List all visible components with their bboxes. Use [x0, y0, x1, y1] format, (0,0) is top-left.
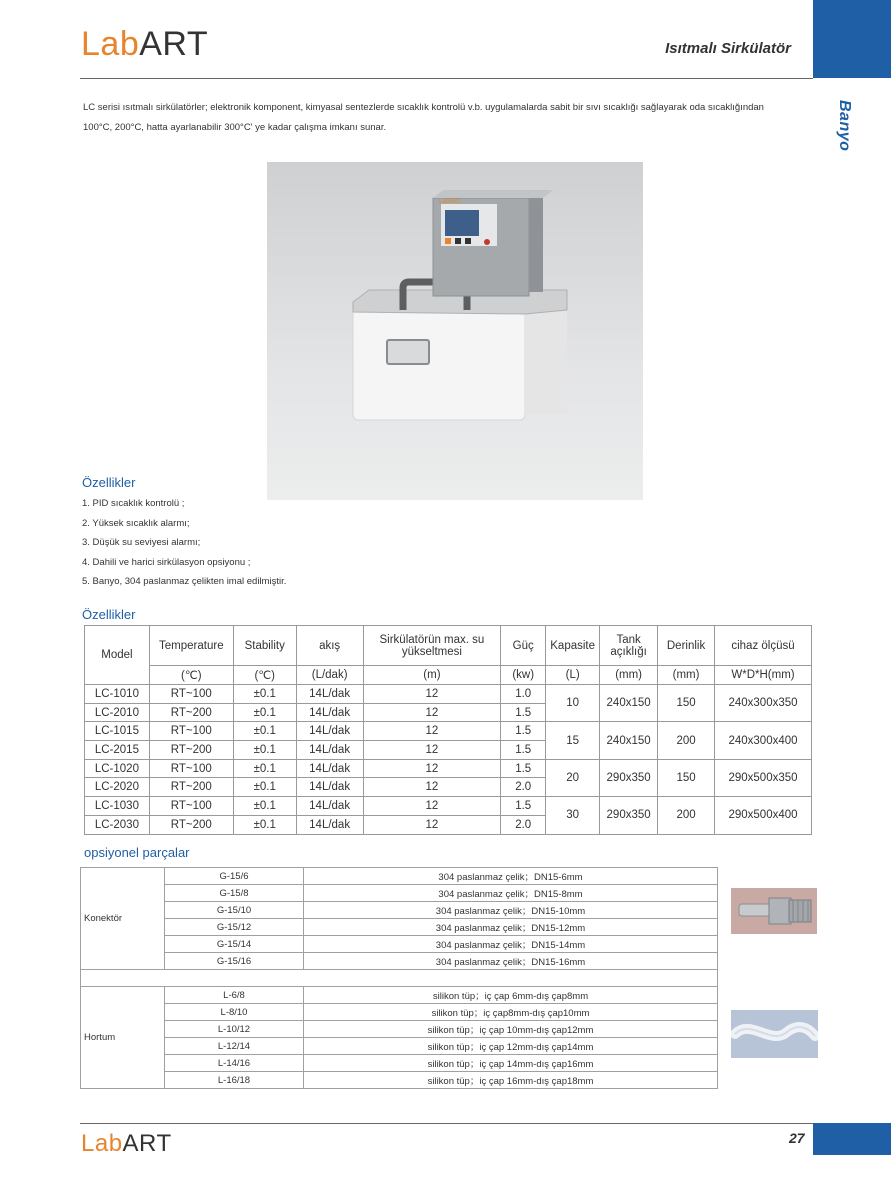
part-code: G-15/12: [165, 919, 304, 936]
part-description: silikon tüp；iç çap 12mm-dış çap14mm: [304, 1038, 718, 1055]
power-cell: 1.5: [501, 797, 546, 816]
connector-group-label: Konektör: [81, 868, 165, 970]
power-cell: 1.5: [501, 759, 546, 778]
header-cell: Temperature: [149, 626, 233, 666]
part-description: silikon tüp；iç çap8mm-dış çap10mm: [304, 1004, 718, 1021]
table-row: [81, 868, 718, 885]
hose-photo: [731, 1010, 818, 1058]
capacity-cell: 15: [546, 722, 600, 759]
model-cell: LC-1010: [85, 685, 150, 704]
footer-logo: LabART: [81, 1130, 172, 1157]
unit-cell: (m): [363, 666, 501, 685]
unit-cell: (mm): [600, 666, 658, 685]
stability-cell: ±0.1: [233, 797, 296, 816]
tank-opening-cell: 240x150: [600, 722, 658, 759]
hose-group-label: Hortum: [81, 987, 165, 1089]
model-cell: LC-1020: [85, 759, 150, 778]
options-table: [80, 867, 718, 1089]
depth-cell: 200: [658, 722, 715, 759]
header-cell: akış: [296, 626, 363, 666]
temperature-cell: RT~100: [149, 722, 233, 741]
part-code: G-15/14: [165, 936, 304, 953]
part-code: L-10/12: [165, 1021, 304, 1038]
table-row: [81, 1072, 718, 1089]
intro-paragraph: LC serisi ısıtmalı sirkülatörler; elektronik komponent, kimyasal sentezlerde sıcaklık kontrolü v.b. uygulamalarda sabit bir sıvı sıcaklığı sağlayarak oda sıcaklığından 100°C, 200°C, hatta ayarlanabilir 300°C' ye kadar çalışma imkanı sunar.: [83, 102, 764, 133]
dimensions-cell: 240x300x350: [715, 685, 812, 722]
header-cell: Sirkülatörün max. su yükseltmesi: [363, 626, 501, 666]
model-cell: LC-1030: [85, 797, 150, 816]
part-description: silikon tüp；iç çap 6mm-dış çap8mm: [304, 987, 718, 1004]
stability-cell: ±0.1: [233, 778, 296, 797]
feature-item: 3. Düşük su seviyesi alarmı;: [82, 537, 201, 548]
header-cell: Güç: [501, 626, 546, 666]
lift-cell: 12: [363, 797, 501, 816]
part-code: L-8/10: [165, 1004, 304, 1021]
stability-cell: ±0.1: [233, 759, 296, 778]
table-row: [81, 1038, 718, 1055]
header-accent-tab: [813, 0, 891, 78]
flow-cell: 14L/dak: [296, 703, 363, 722]
power-cell: 1.5: [501, 722, 546, 741]
header-cell: Tank açıklığı: [600, 626, 658, 666]
temperature-cell: RT~200: [149, 815, 233, 834]
stability-cell: ±0.1: [233, 815, 296, 834]
unit-cell: (℃): [149, 666, 233, 685]
part-code: G-15/10: [165, 902, 304, 919]
table-row: [81, 902, 718, 919]
dimensions-cell: 290x500x400: [715, 797, 812, 834]
lift-cell: 12: [363, 741, 501, 760]
model-cell: LC-1015: [85, 722, 150, 741]
temperature-cell: RT~200: [149, 703, 233, 722]
tank-opening-cell: 290x350: [600, 759, 658, 796]
header-cell: Kapasite: [546, 626, 600, 666]
page-header-title: Isıtmalı Sirkülatör: [665, 40, 791, 57]
depth-cell: 150: [658, 759, 715, 796]
specs-table: [84, 625, 812, 835]
footer-divider: [80, 1123, 813, 1124]
header-cell: Derinlik: [658, 626, 715, 666]
table-row: [85, 759, 812, 778]
lift-cell: 12: [363, 815, 501, 834]
unit-cell: (℃): [233, 666, 296, 685]
tank-opening-cell: 240x150: [600, 685, 658, 722]
model-cell: LC-2030: [85, 815, 150, 834]
part-code: L-12/14: [165, 1038, 304, 1055]
dimensions-cell: 240x300x400: [715, 722, 812, 759]
temperature-cell: RT~200: [149, 778, 233, 797]
power-cell: 1.5: [501, 703, 546, 722]
part-description: 304 paslanmaz çelik；DN15-16mm: [304, 953, 718, 970]
table-row: [85, 797, 812, 816]
lift-cell: 12: [363, 759, 501, 778]
table-row: [85, 722, 812, 741]
temperature-cell: RT~100: [149, 685, 233, 704]
flow-cell: 14L/dak: [296, 815, 363, 834]
temperature-cell: RT~200: [149, 741, 233, 760]
flow-cell: 14L/dak: [296, 741, 363, 760]
lift-cell: 12: [363, 685, 501, 704]
part-description: 304 paslanmaz çelik；DN15-12mm: [304, 919, 718, 936]
feature-item: 2. Yüksek sıcaklık alarmı;: [82, 517, 190, 529]
part-code: L-6/8: [165, 987, 304, 1004]
stability-cell: ±0.1: [233, 703, 296, 722]
table-row: [81, 1055, 718, 1072]
features-title: Özellikler: [82, 475, 136, 490]
flow-cell: 14L/dak: [296, 759, 363, 778]
features-list: [82, 494, 286, 592]
specs-title: Özellikler: [82, 607, 136, 622]
model-cell: LC-2010: [85, 703, 150, 722]
stability-cell: ±0.1: [233, 722, 296, 741]
lift-cell: 12: [363, 703, 501, 722]
temperature-cell: RT~100: [149, 797, 233, 816]
part-code: L-14/16: [165, 1055, 304, 1072]
header-cell: Stability: [233, 626, 296, 666]
feature-item: 4. Dahili ve harici sirkülasyon opsiyonu ;: [82, 556, 251, 568]
table-row: [81, 987, 718, 1004]
flow-cell: 14L/dak: [296, 722, 363, 741]
section-side-label: Banyo: [836, 100, 853, 152]
part-code: L-16/18: [165, 1072, 304, 1089]
page-number: 27: [789, 1130, 805, 1146]
part-description: silikon tüp；iç çap 16mm-dış çap18mm: [304, 1072, 718, 1089]
feature-item: 5. Banyo, 304 paslanmaz çelikten imal edilmiştir.: [82, 576, 287, 587]
power-cell: 2.0: [501, 778, 546, 797]
dimensions-cell: 290x500x350: [715, 759, 812, 796]
part-description: 304 paslanmaz çelik；DN15-6mm: [304, 868, 718, 885]
part-code: G-15/16: [165, 953, 304, 970]
stability-cell: ±0.1: [233, 741, 296, 760]
connector-photo: [731, 888, 817, 934]
part-description: 304 paslanmaz çelik；DN15-14mm: [304, 936, 718, 953]
unit-cell: W*D*H(mm): [715, 666, 812, 685]
table-row: [81, 1021, 718, 1038]
capacity-cell: 10: [546, 685, 600, 722]
feature-item: 1. PID sıcaklık kontrolü ;: [82, 498, 185, 509]
table-row: [81, 1004, 718, 1021]
tank-opening-cell: 290x350: [600, 797, 658, 834]
table-row: [81, 936, 718, 953]
stability-cell: ±0.1: [233, 685, 296, 704]
product-photo: [267, 162, 643, 500]
flow-cell: 14L/dak: [296, 685, 363, 704]
capacity-cell: 30: [546, 797, 600, 834]
table-row: [81, 919, 718, 936]
model-cell: LC-2020: [85, 778, 150, 797]
lift-cell: 12: [363, 722, 501, 741]
power-cell: 2.0: [501, 815, 546, 834]
power-cell: 1.5: [501, 741, 546, 760]
power-cell: 1.0: [501, 685, 546, 704]
part-description: silikon tüp；iç çap 14mm-dış çap16mm: [304, 1055, 718, 1072]
part-description: silikon tüp；iç çap 10mm-dış çap12mm: [304, 1021, 718, 1038]
table-row: [85, 685, 812, 704]
unit-cell: (L/dak): [296, 666, 363, 685]
logo: LabART: [81, 25, 209, 63]
header-divider: [80, 78, 813, 79]
unit-cell: (kw): [501, 666, 546, 685]
model-cell: LC-2015: [85, 741, 150, 760]
flow-cell: 14L/dak: [296, 778, 363, 797]
svg-text:LabART: LabART: [439, 199, 461, 205]
part-code: G-15/8: [165, 885, 304, 902]
spacer-row: [81, 970, 718, 987]
temperature-cell: RT~100: [149, 759, 233, 778]
part-code: G-15/6: [165, 868, 304, 885]
table-row: [81, 885, 718, 902]
depth-cell: 200: [658, 797, 715, 834]
unit-cell: (L): [546, 666, 600, 685]
table-row: [81, 953, 718, 970]
options-title: opsiyonel parçalar: [84, 845, 190, 860]
part-description: 304 paslanmaz çelik；DN15-10mm: [304, 902, 718, 919]
unit-cell: (mm): [658, 666, 715, 685]
depth-cell: 150: [658, 685, 715, 722]
header-cell: cihaz ölçüsü: [715, 626, 812, 666]
flow-cell: 14L/dak: [296, 797, 363, 816]
header-cell: Model: [85, 626, 150, 685]
footer-accent-tab: [813, 1123, 891, 1155]
lift-cell: 12: [363, 778, 501, 797]
capacity-cell: 20: [546, 759, 600, 796]
part-description: 304 paslanmaz çelik；DN15-8mm: [304, 885, 718, 902]
